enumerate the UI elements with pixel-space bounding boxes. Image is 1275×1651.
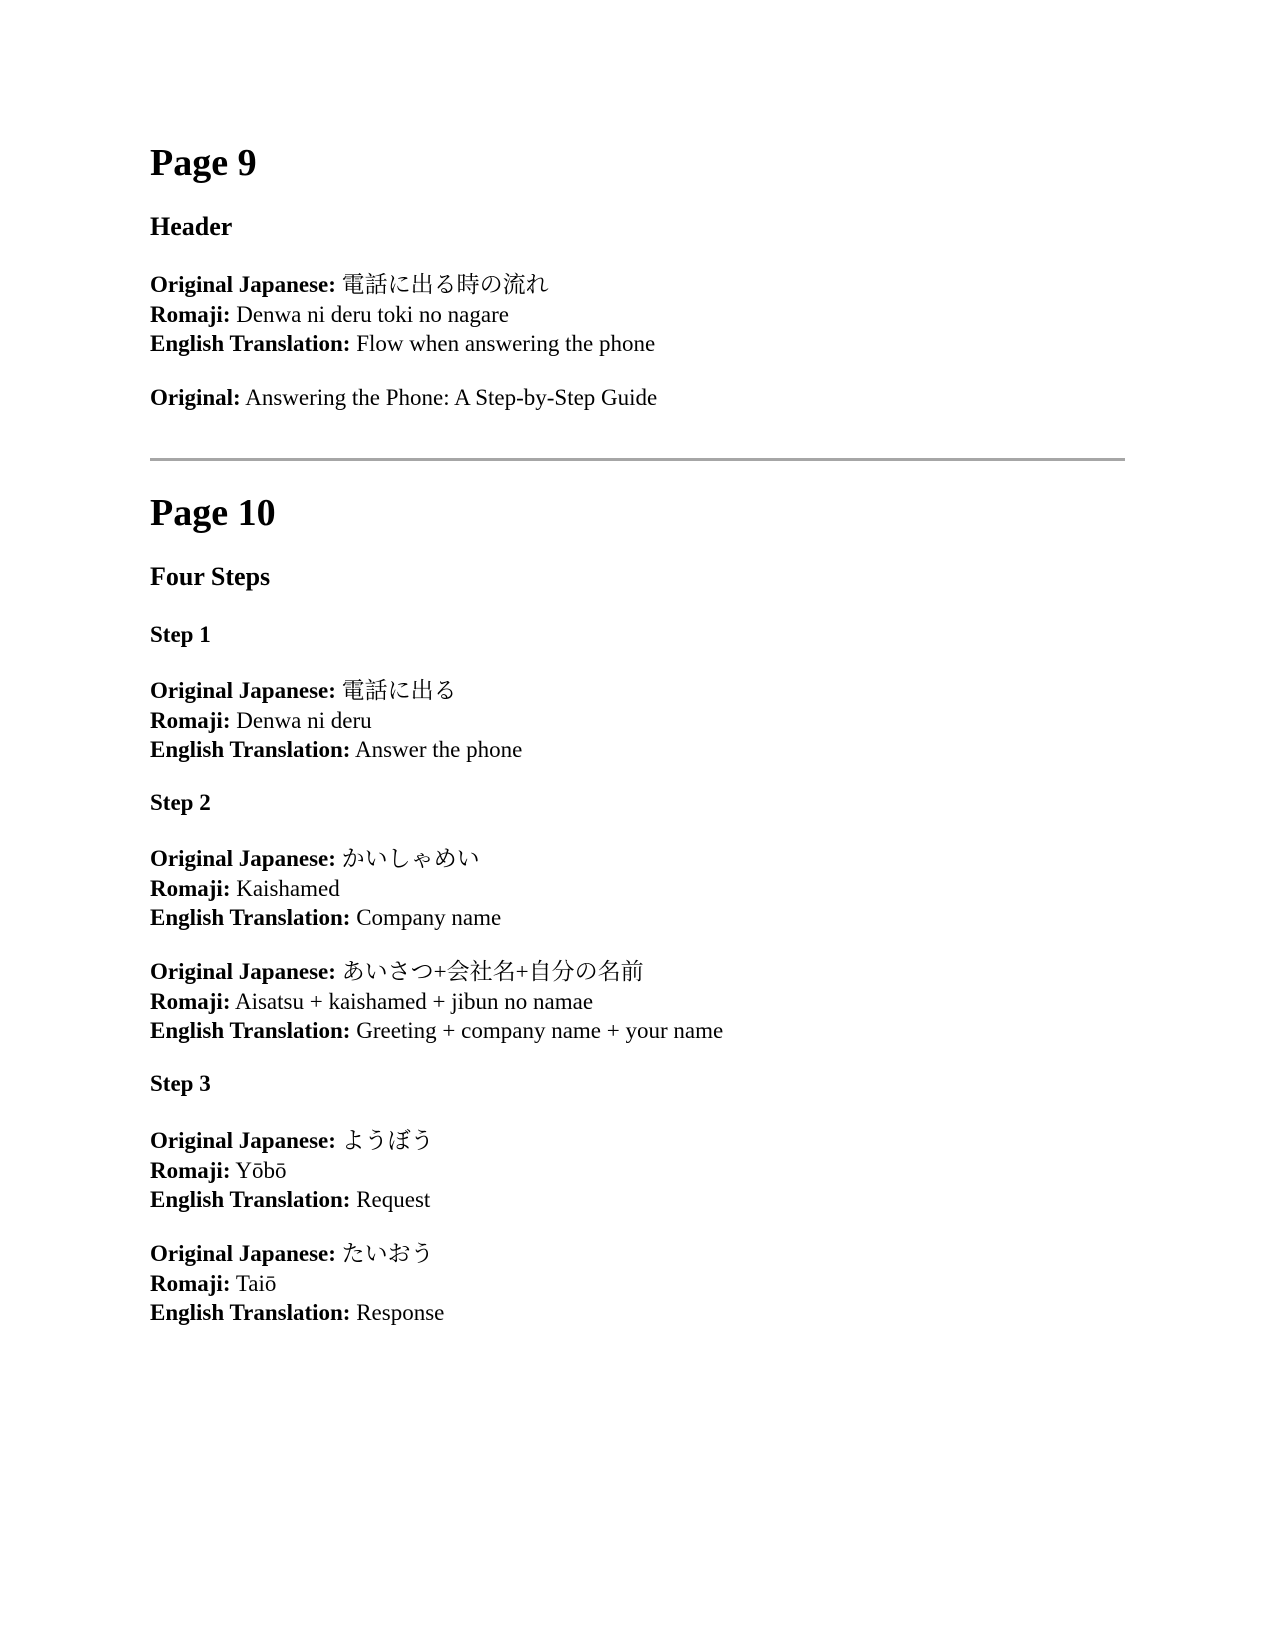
japanese-label: Original Japanese: [150,1241,336,1266]
romaji-text: Taiō [235,1270,277,1296]
step-2-entry-2 [150,957,723,1046]
step-1-entry-1 [150,676,522,765]
japanese-label: Original Japanese: [150,272,336,297]
step-3-title: Step 3 [150,1071,211,1096]
step-1-title: Step 1 [150,622,211,647]
english-text: Company name [356,905,502,930]
romaji-line [150,1269,444,1299]
romaji-label: Romaji: [150,707,231,733]
japanese-text: ようぼう [341,1128,434,1153]
japanese-text: たいおう [341,1241,434,1266]
japanese-label: Original Japanese: [150,846,336,871]
romaji-text: Aisatsu + kaishamed + jibun no namae [234,988,594,1014]
step-3-entry-1 [150,1126,434,1215]
original-text: Answering the Phone: A Step-by-Step Guide [245,385,658,410]
japanese-label: Original Japanese: [150,678,336,703]
section-divider [150,458,1125,461]
english-label: English Translation: [150,1300,351,1325]
page-9-title: Page 9 [150,142,257,184]
romaji-text: Denwa ni deru [236,707,372,733]
english-text: Greeting + company name + your name [356,1018,724,1043]
english-text: Request [356,1187,431,1212]
romaji-text: Kaishamed [236,875,340,901]
original-line [150,383,657,413]
english-label: English Translation: [150,1187,351,1212]
page-9-heading: Header [150,212,233,241]
japanese-text: あいさつ+会社名+自分の名前 [341,959,644,984]
romaji-line [150,987,723,1017]
japanese-text: かいしゃめい [341,846,480,871]
original-label: Original: [150,385,241,410]
japanese-text: 電話に出る時の流れ [341,272,549,297]
english-line [150,1016,723,1046]
english-text: Answer the phone [354,737,523,762]
english-label: English Translation: [150,905,351,930]
romaji-label: Romaji: [150,301,231,327]
japanese-line [150,270,655,300]
english-line [150,1185,434,1215]
romaji-label: Romaji: [150,1157,231,1183]
japanese-line [150,957,723,987]
english-label: English Translation: [150,737,351,762]
romaji-text: Denwa ni deru toki no nagare [236,301,509,327]
english-label: English Translation: [150,331,351,356]
english-text: Flow when answering the phone [356,331,656,356]
romaji-label: Romaji: [150,1270,231,1296]
step-2-title: Step 2 [150,790,211,815]
page-10-heading: Four Steps [150,562,271,591]
japanese-label: Original Japanese: [150,959,336,984]
romaji-line [150,1156,434,1186]
english-line [150,329,655,359]
romaji-label: Romaji: [150,988,231,1014]
page-10-title: Page 10 [150,492,276,534]
english-text: Response [356,1300,445,1325]
japanese-line [150,1126,434,1156]
romaji-label: Romaji: [150,875,231,901]
page-9-header-entry [150,270,655,359]
japanese-text: 電話に出る [341,678,457,703]
english-label: English Translation: [150,1018,351,1043]
english-line [150,735,522,765]
japanese-line [150,1239,444,1269]
romaji-text: Yōbō [235,1157,287,1183]
romaji-line [150,300,655,330]
romaji-line [150,706,522,736]
step-2-entry-1 [150,844,501,933]
page-9-original-entry [150,383,657,413]
romaji-line [150,874,501,904]
japanese-label: Original Japanese: [150,1128,336,1153]
japanese-line [150,844,501,874]
japanese-line [150,676,522,706]
english-line [150,903,501,933]
step-3-entry-2 [150,1239,444,1328]
english-line [150,1298,444,1328]
